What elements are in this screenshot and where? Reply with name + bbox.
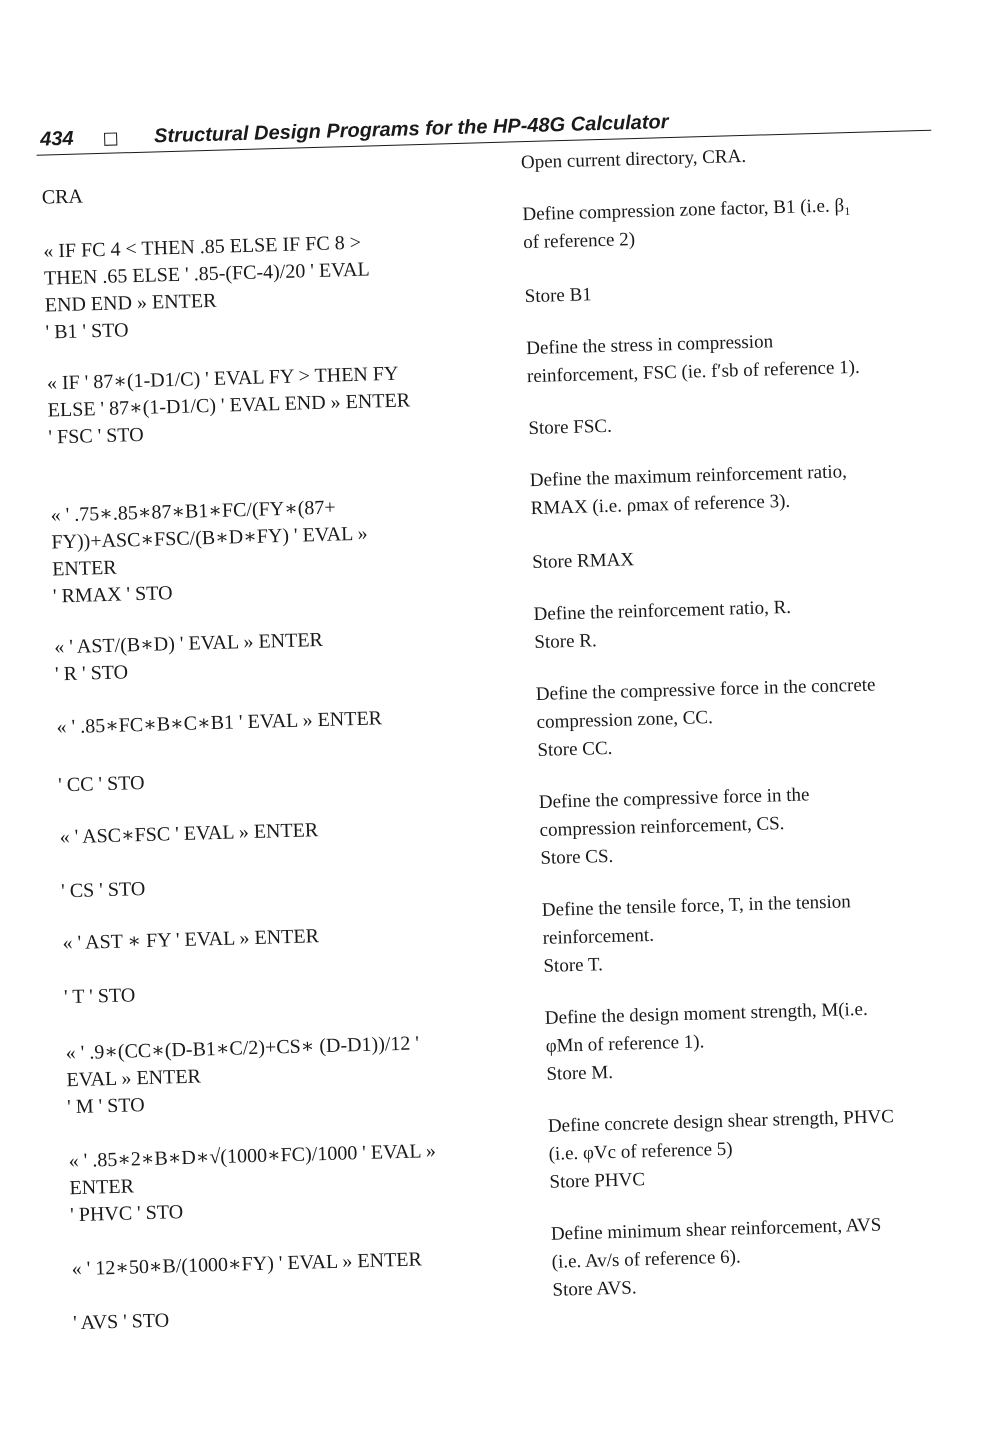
code-line: END END » ENTER — [44, 289, 217, 317]
code-line: « ' AST/(B∗D) ' EVAL » ENTER — [54, 628, 324, 659]
note-line: Store CC. — [537, 737, 613, 761]
code-block-11 — [65, 1028, 517, 1122]
code-line: ' PHVC ' STO — [69, 1201, 184, 1227]
note-line: (i.e. φVc of reference 5) — [548, 1138, 733, 1165]
note-line: reinforcement. — [542, 924, 655, 949]
code-line: EVAL » ENTER — [66, 1065, 202, 1092]
code-block-3 — [50, 490, 503, 611]
code-line: « ' .75∗.85∗87∗B1∗FC/(FY∗(87+ — [50, 496, 336, 527]
code-line: « ' .85∗FC∗B∗C∗B1 ' EVAL » ENTER — [56, 707, 383, 739]
note-line: reinforcement, FSC (ie. f′sb of reference 1). — [526, 356, 860, 388]
code-line: ' FSC ' STO — [48, 423, 144, 449]
note-line: Store FSC. — [528, 415, 613, 440]
square-bullet-icon — [104, 132, 117, 145]
code-block-1 — [43, 226, 496, 347]
code-block-8 — [61, 866, 512, 906]
note-line: compression zone, CC. — [536, 707, 714, 733]
code-line: « ' .85∗2∗B∗D∗√(1000∗FC)/1000 ' EVAL » — [68, 1139, 437, 1173]
code-line: ' M ' STO — [66, 1094, 145, 1119]
code-line: « ' ASC∗FSC ' EVAL » ENTER — [59, 819, 319, 849]
note-block-9 — [538, 777, 960, 873]
code-line: ' CC ' STO — [57, 771, 145, 797]
code-block-5 — [56, 702, 507, 742]
code-block-12 — [68, 1136, 520, 1230]
note-line: (i.e. Av/s of reference 6). — [551, 1246, 741, 1273]
note-block-2 — [524, 271, 945, 311]
code-line: ' T ' STO — [63, 984, 136, 1009]
code-line: THEN .65 ELSE ' .85-(FC-4)/20 ' EVAL — [43, 258, 370, 290]
code-block-4 — [54, 622, 505, 689]
note-line: Define the compressive force in the — [538, 784, 810, 813]
note-block-1 — [522, 189, 943, 257]
note-block-6 — [532, 537, 953, 577]
note-line: Define the design moment strength, M(i.e. — [544, 998, 869, 1029]
code-line: « IF ' 87∗(1-D1/C) ' EVAL FY > THEN FY — [46, 362, 399, 395]
note-line: Define the stress in compression — [525, 331, 774, 360]
code-line: « ' .9∗(CC∗(D-B1∗C/2)+CS∗ (D-D1))/12 ' — [65, 1032, 420, 1065]
note-block-3 — [526, 323, 947, 391]
code-line: « ' 12∗50∗B/(1000∗FY) ' EVAL » ENTER — [71, 1248, 423, 1281]
note-block-5 — [530, 455, 951, 523]
note-line: Define the tensile force, T, in the tension — [541, 891, 852, 921]
note-line: Store T. — [543, 954, 604, 977]
running-title: Structural Design Programs for the HP-48G Calculator — [153, 111, 669, 148]
code-line: ' AVS ' STO — [72, 1309, 170, 1335]
note-block-7 — [533, 589, 954, 657]
note-line: Define minimum shear reinforcement, AVS — [550, 1214, 882, 1245]
note-line: Store PHVC — [549, 1169, 646, 1193]
code-line: « ' AST ∗ FY ' EVAL » ENTER — [62, 925, 320, 955]
note-line: Define the reinforcement ratio, R. — [533, 596, 792, 626]
note-line: Store AVS. — [552, 1277, 637, 1301]
note-line: Store CS. — [540, 845, 614, 869]
code-line: CRA — [41, 185, 84, 209]
code-block-14 — [73, 1298, 524, 1338]
code-line: ENTER — [51, 556, 117, 581]
code-line: FY))+ASC∗FSC/(B∗D∗FY) ' EVAL » — [51, 522, 368, 554]
note-line: Define compression zone factor, B1 (i.e. β₁ — [522, 195, 852, 226]
code-block-7 — [59, 812, 510, 852]
note-block-11 — [545, 993, 967, 1089]
note-line: φMn of reference 1). — [545, 1031, 705, 1057]
note-line: Define the maximum reinforcement ratio, — [529, 461, 848, 492]
note-line: Store M. — [546, 1061, 614, 1085]
note-line: RMAX (i.e. ρmax of reference 3). — [530, 490, 791, 520]
page-number: 434 — [39, 127, 74, 151]
note-block-10 — [542, 885, 964, 981]
code-block-6 — [58, 760, 509, 800]
note-block-8 — [535, 669, 957, 765]
note-line: Store R. — [534, 630, 597, 654]
code-block-13 — [71, 1244, 522, 1284]
note-block-4 — [528, 403, 949, 443]
code-line: « IF FC 4 < THEN .85 ELSE IF FC 8 > — [42, 231, 362, 263]
note-line: Store RMAX — [531, 549, 635, 574]
code-block-10 — [64, 972, 515, 1012]
code-line: ENTER — [69, 1175, 135, 1200]
code-line: ELSE ' 87∗(1-D1/C) ' EVAL END » ENTER — [47, 389, 411, 422]
code-block-2 — [47, 358, 499, 452]
note-line: Store B1 — [524, 284, 593, 308]
program-code-column — [41, 172, 491, 1335]
code-line: ' R ' STO — [54, 661, 129, 686]
code-line: ' B1 ' STO — [45, 319, 129, 344]
code-block-0 — [41, 172, 492, 212]
note-line: Define the compressive force in the concrete — [535, 674, 876, 705]
code-line: ' CS ' STO — [60, 877, 146, 903]
note-line: Define concrete design shear strength, PHVC — [547, 1106, 895, 1137]
note-line: of reference 2) — [522, 229, 636, 254]
code-line: ' RMAX ' STO — [52, 582, 173, 608]
note-block-13 — [551, 1209, 973, 1305]
note-block-12 — [548, 1101, 970, 1197]
note-line: Open current directory, CRA. — [520, 145, 747, 174]
code-block-9 — [62, 918, 513, 958]
note-line: compression reinforcement, CS. — [539, 813, 785, 841]
